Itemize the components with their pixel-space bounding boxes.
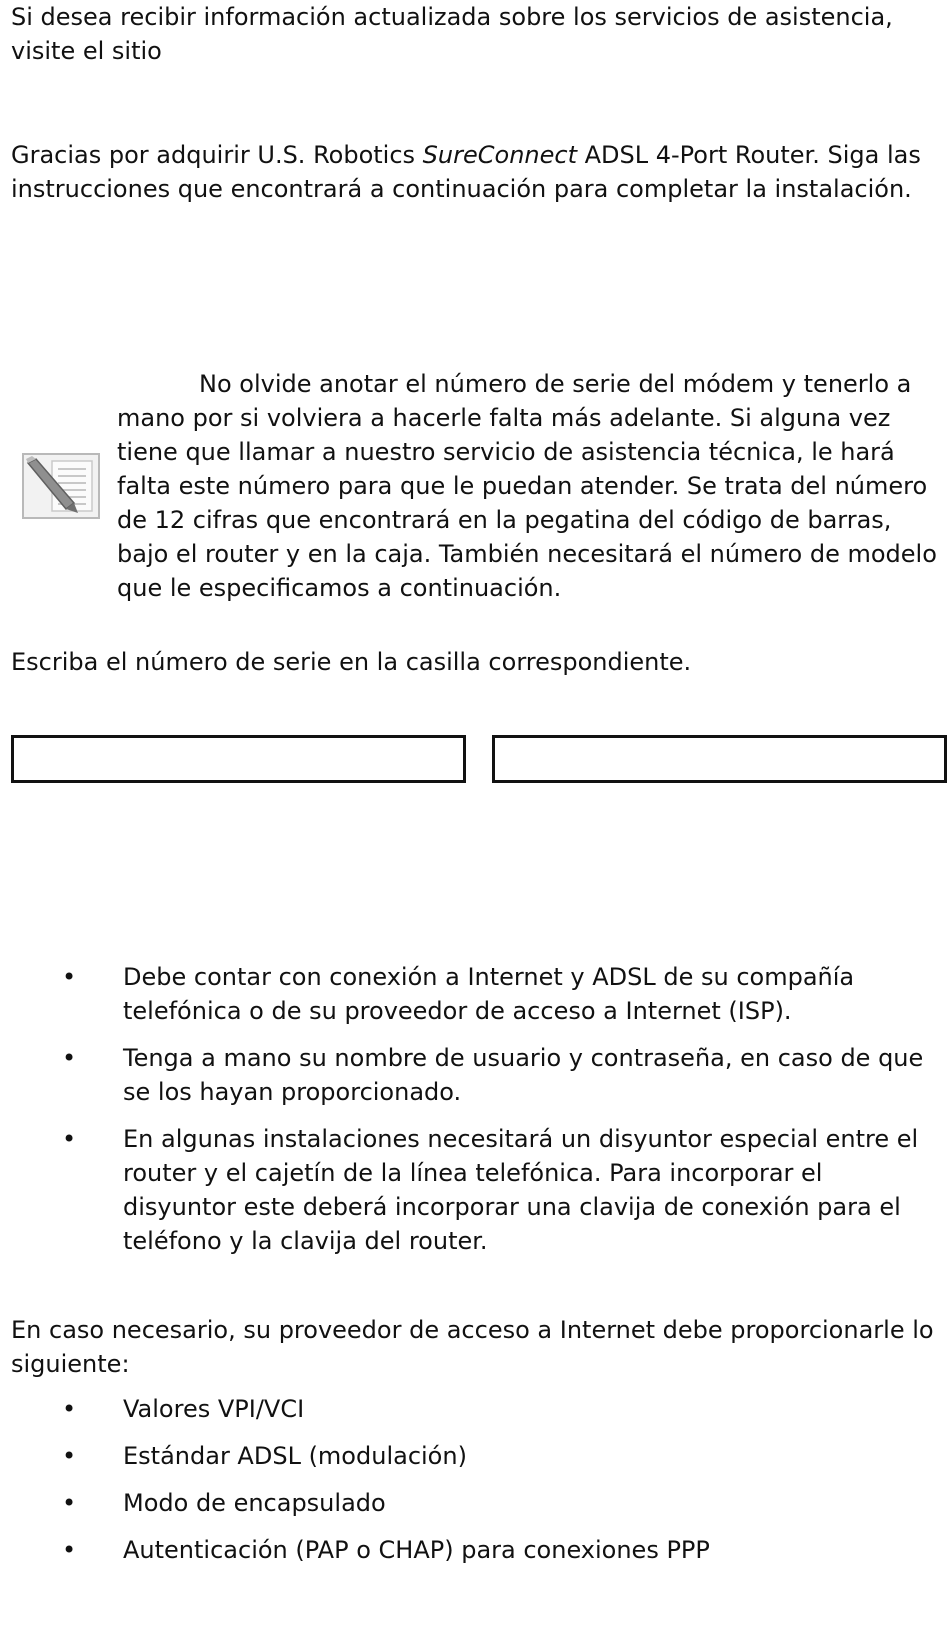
list-item <box>0 1392 933 1426</box>
thanks-paragraph <box>11 138 936 206</box>
list-item-text: En algunas instalaciones necesitará un disyuntor especial entre el router y el cajetín de la línea telefónica. Para incorporar el disyuntor este deberá incorporar una clavija de conexión para el teléfono y la clavija del router. <box>123 1125 919 1255</box>
bullet-icon: • <box>62 1125 77 1153</box>
thanks-text-end: ADSL 4-Port Router. Siga las instrucciones que encontrará a continuación para completar la instalación. <box>11 141 921 203</box>
list-item-text: Modo de encapsulado <box>123 1489 386 1517</box>
list-item-text: Valores VPI/VCI <box>123 1395 305 1423</box>
bullet-icon: • <box>62 963 77 991</box>
list-item <box>0 1122 933 1258</box>
brand-name: SureConnect <box>422 141 577 169</box>
requirements-list <box>0 960 933 1271</box>
serial-instruction: Escriba el número de serie en la casilla correspondiente. <box>11 648 692 676</box>
bullet-icon: • <box>62 1044 77 1072</box>
bullet-icon: • <box>62 1442 77 1470</box>
list-item-text: Estándar ADSL (modulación) <box>123 1442 467 1470</box>
list-item-text: Debe contar con conexión a Internet y ADSL de su compañía telefónica o de su proveedor de acceso a Internet (ISP). <box>123 963 855 1025</box>
serial-number-box-right[interactable] <box>492 735 947 783</box>
list-item-text: Tenga a mano su nombre de usuario y contraseña, en caso de que se los hayan proporcionado. <box>123 1044 924 1106</box>
bullet-icon: • <box>62 1489 77 1517</box>
bullet-icon: • <box>62 1536 77 1564</box>
list-item <box>0 1041 933 1109</box>
support-info-paragraph: Si desea recibir información actualizada sobre los servicios de asistencia, visite el sitio <box>11 3 893 65</box>
bullet-icon: • <box>62 1395 77 1423</box>
isp-intro-paragraph: En caso necesario, su proveedor de acceso a Internet debe proporcionarle lo siguiente: <box>11 1316 934 1378</box>
list-item <box>0 1439 933 1473</box>
pencil-notepad-icon <box>22 453 100 519</box>
list-item <box>0 960 933 1028</box>
list-item-text: Autenticación (PAP o CHAP) para conexiones PPP <box>123 1536 710 1564</box>
serial-number-note: No olvide anotar el número de serie del módem y tenerlo a mano por si volviera a hacerle falta más adelante. Si alguna vez tiene que llamar a nuestro servicio de asistencia técnica, le hará falta este número para que le puedan atender. Se trata del número de 12 cifras que encontrará en la pegatina del código de barras, bajo el router y en la caja. También necesitará el número de modelo que le especificamos a continuación. <box>117 370 937 602</box>
serial-number-box-left[interactable] <box>11 735 466 783</box>
list-item <box>0 1486 933 1520</box>
thanks-text-start: Gracias por adquirir U.S. Robotics <box>11 141 423 169</box>
isp-requirements-list <box>0 1392 933 1580</box>
list-item <box>0 1533 933 1567</box>
